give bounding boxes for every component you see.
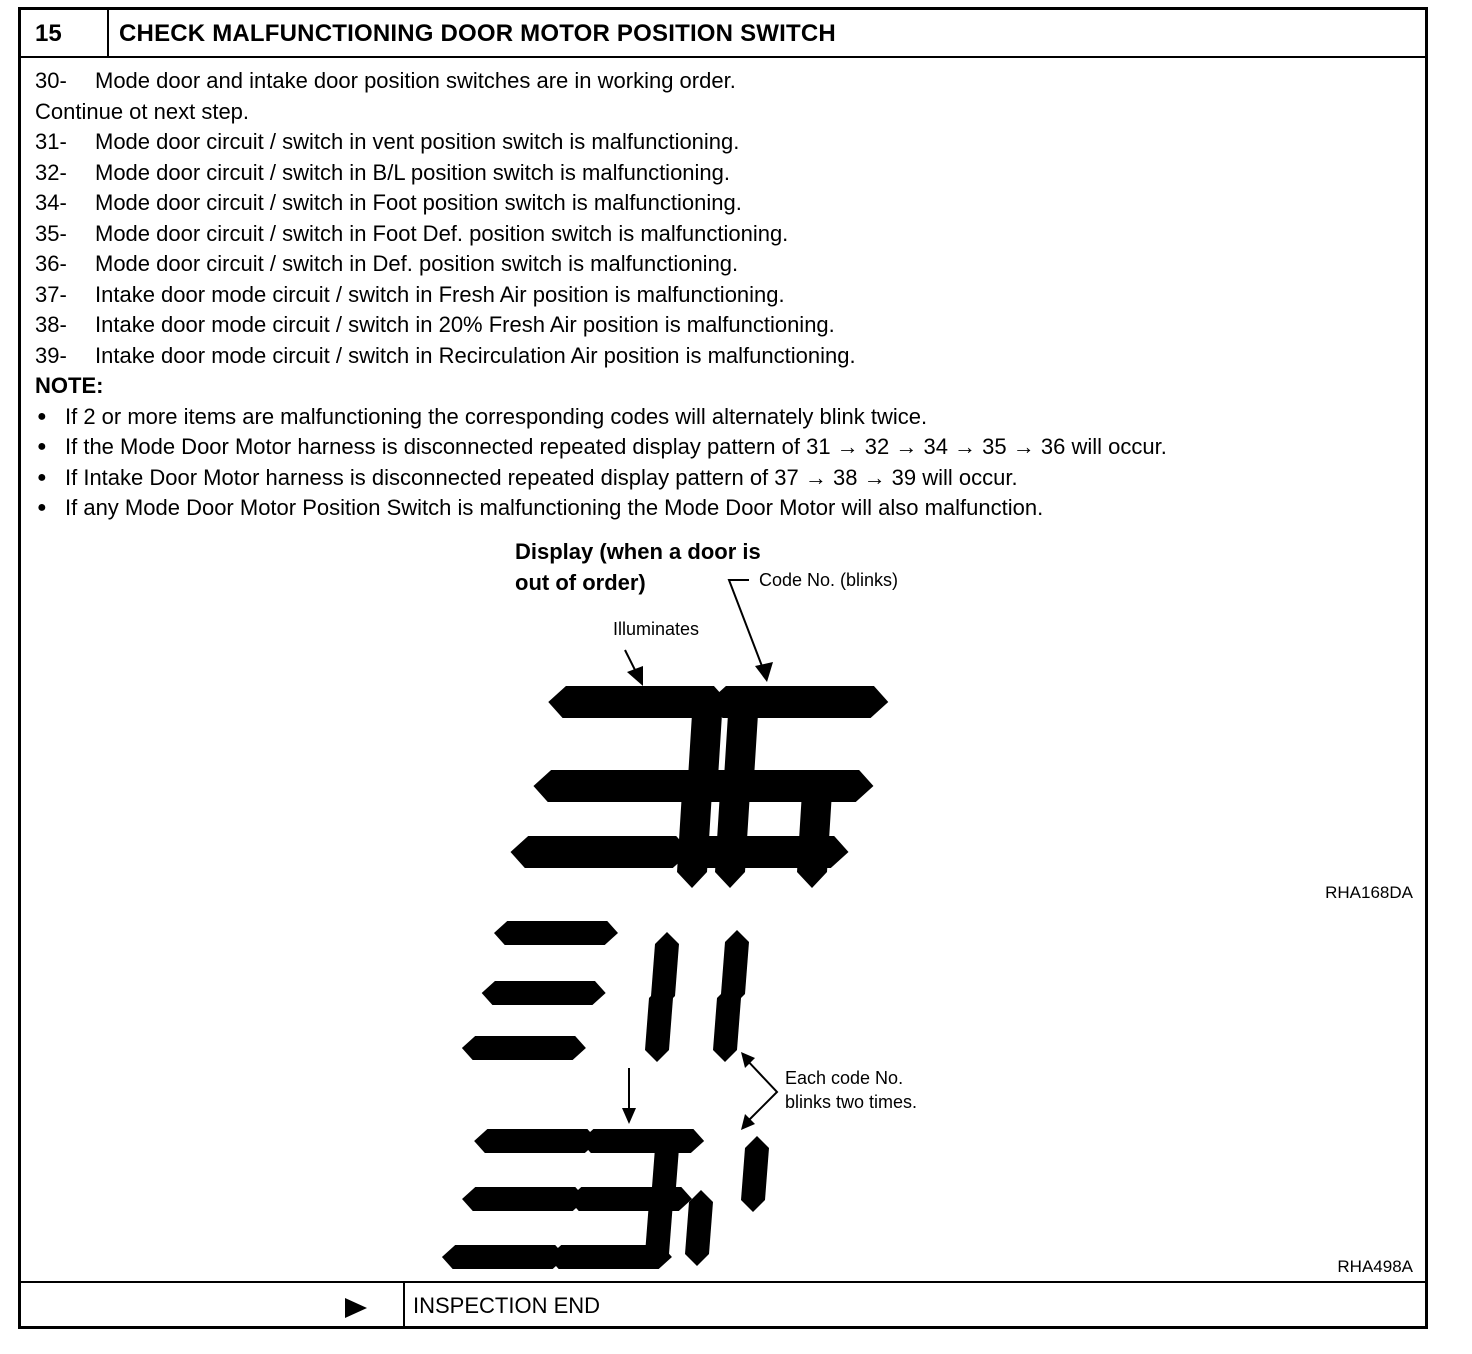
figure-title-line1: Display (when a door is (515, 539, 761, 564)
result-cell (21, 1283, 405, 1328)
inspection-end-text: INSPECTION END (413, 1293, 601, 1318)
list-item: Continue ot next step. (35, 98, 250, 124)
procedure-table (18, 7, 1428, 1329)
note-item: ● If 2 or more items are malfunctioning the corresponding codes will alternately blink twice. (35, 402, 1415, 433)
list-item: 34- Mode door circuit / switch in Foot position switch is malfunctioning. (35, 190, 742, 215)
sequence-arrow-icon (622, 1068, 636, 1124)
right-triangle-icon (343, 1297, 369, 1319)
list-item: 30- Mode door and intake door position switches are in working order. (35, 68, 736, 93)
list-item: 32- Mode door circuit / switch in B/L position switch is malfunctioning. (35, 159, 731, 185)
step-number: 15 (21, 10, 109, 56)
segment-code-32 (441, 1129, 769, 1269)
bullet-icon: ● (37, 499, 47, 516)
note-item: ● If any Mode Door Motor Position Switch is malfunctioning the Mode Door Motor will also malfunction. (35, 493, 1415, 524)
bullet-icon: ● (37, 407, 47, 425)
list-item: 39- Intake door mode circuit / switch in Recirculation Air position is malfunctioning. (35, 342, 856, 368)
list-item: 36- Mode door circuit / switch in Def. position switch is malfunctioning. (35, 251, 739, 276)
code-no-label: Code No. (blinks) (759, 570, 899, 590)
illuminates-label: Illuminates (613, 619, 700, 639)
list-item: 35- Mode door circuit / switch in Foot Def. position switch is malfunctioning. (35, 220, 789, 246)
illuminates-pointer-arrow-icon (625, 650, 643, 686)
result-row (21, 1281, 1425, 1328)
step-title: CHECK MALFUNCTIONING DOOR MOTOR POSITION SWITCH (119, 20, 836, 47)
list-item: 31- Mode door circuit / switch in vent position switch is malfunctioning. (35, 129, 740, 154)
step-body (35, 66, 1415, 524)
note-item: ● If the Mode Door Motor harness is disconnected repeated display pattern of 31 → 32 → 34 → 35 → 36 will occur. (35, 432, 1415, 463)
figure-ref: RHA498A (1337, 1257, 1413, 1276)
segment-digit-3 (509, 686, 730, 888)
blink-note-line1: Each code No. (785, 1068, 904, 1088)
note-item: ● If Intake Door Motor harness is disconnected repeated display pattern of 37 → 38 → 39 will occur. (35, 463, 1415, 494)
bullet-icon: ● (37, 438, 47, 455)
blink-note-arrows-icon (741, 1052, 777, 1130)
figure-title-line2: out of order) (515, 570, 646, 595)
code-pointer-arrow-icon (729, 580, 773, 682)
blink-note-line2: blinks two times. (785, 1092, 918, 1112)
bullet-icon: ● (37, 468, 47, 486)
list-item: 38- Intake door mode circuit / switch in 20% Fresh Air position is malfunctioning. (35, 312, 835, 337)
segment-code-31 (461, 921, 749, 1062)
step-header (21, 10, 1425, 58)
segment-digit-6 (667, 686, 890, 888)
note-label: NOTE: (35, 373, 104, 398)
figure-ref: RHA168DA (1325, 883, 1413, 902)
list-item: 37- Intake door mode circuit / switch in Fresh Air position is malfunctioning. (35, 281, 785, 307)
